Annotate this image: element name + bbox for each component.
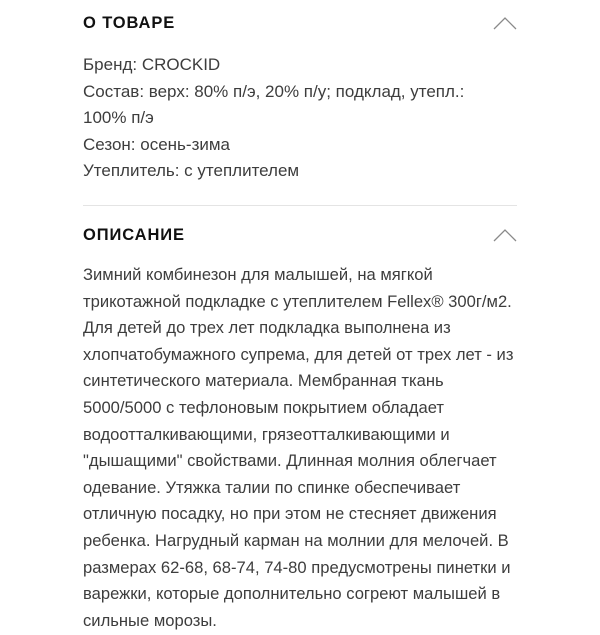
- about-properties: [83, 52, 503, 185]
- prop-brand: Бренд: CROCKID: [83, 55, 221, 74]
- prop-composition: Состав: верх: 80% п/э, 20% п/у; подклад, утепл.: 100% п/э: [83, 81, 465, 127]
- prop-season: Сезон: осень-зима: [83, 134, 230, 154]
- section-divider: [83, 205, 517, 206]
- chevron-up-icon[interactable]: [493, 228, 517, 242]
- about-section-header[interactable]: [83, 8, 517, 38]
- about-section-title: О ТОВАРЕ: [83, 13, 176, 32]
- chevron-up-icon[interactable]: [493, 16, 517, 30]
- description-section-header[interactable]: [83, 220, 517, 250]
- description-text: Зимний комбинезон для малышей, на мягкой трикотажной подкладке с утеплителем Fellex® 300г/м2. Для детей до трех лет подкладка выполнена из хлопчатобумажного супрема, для детей от трех лет - из синтетического материала. Мембранная ткань 5000/5000 с тефлоновым покрытием обладает водоотталкивающими, грязеотталкивающими и "дышащими" свойствами. Длинная молния облегчает одевание. Утяжка талии по спинке обеспечивает отличную посадку, но при этом не стесняет движения ребенка. Нагрудный карман на молнии для мелочей. В размерах 62-68, 68-74, 74-80 предусмотрены пинетки и варежки, которые дополнительно согреют малышей в сильные морозы.: [83, 265, 514, 630]
- prop-insulation: Утеплитель: с утеплителем: [83, 161, 300, 180]
- description-section-title: ОПИСАНИЕ: [83, 225, 185, 244]
